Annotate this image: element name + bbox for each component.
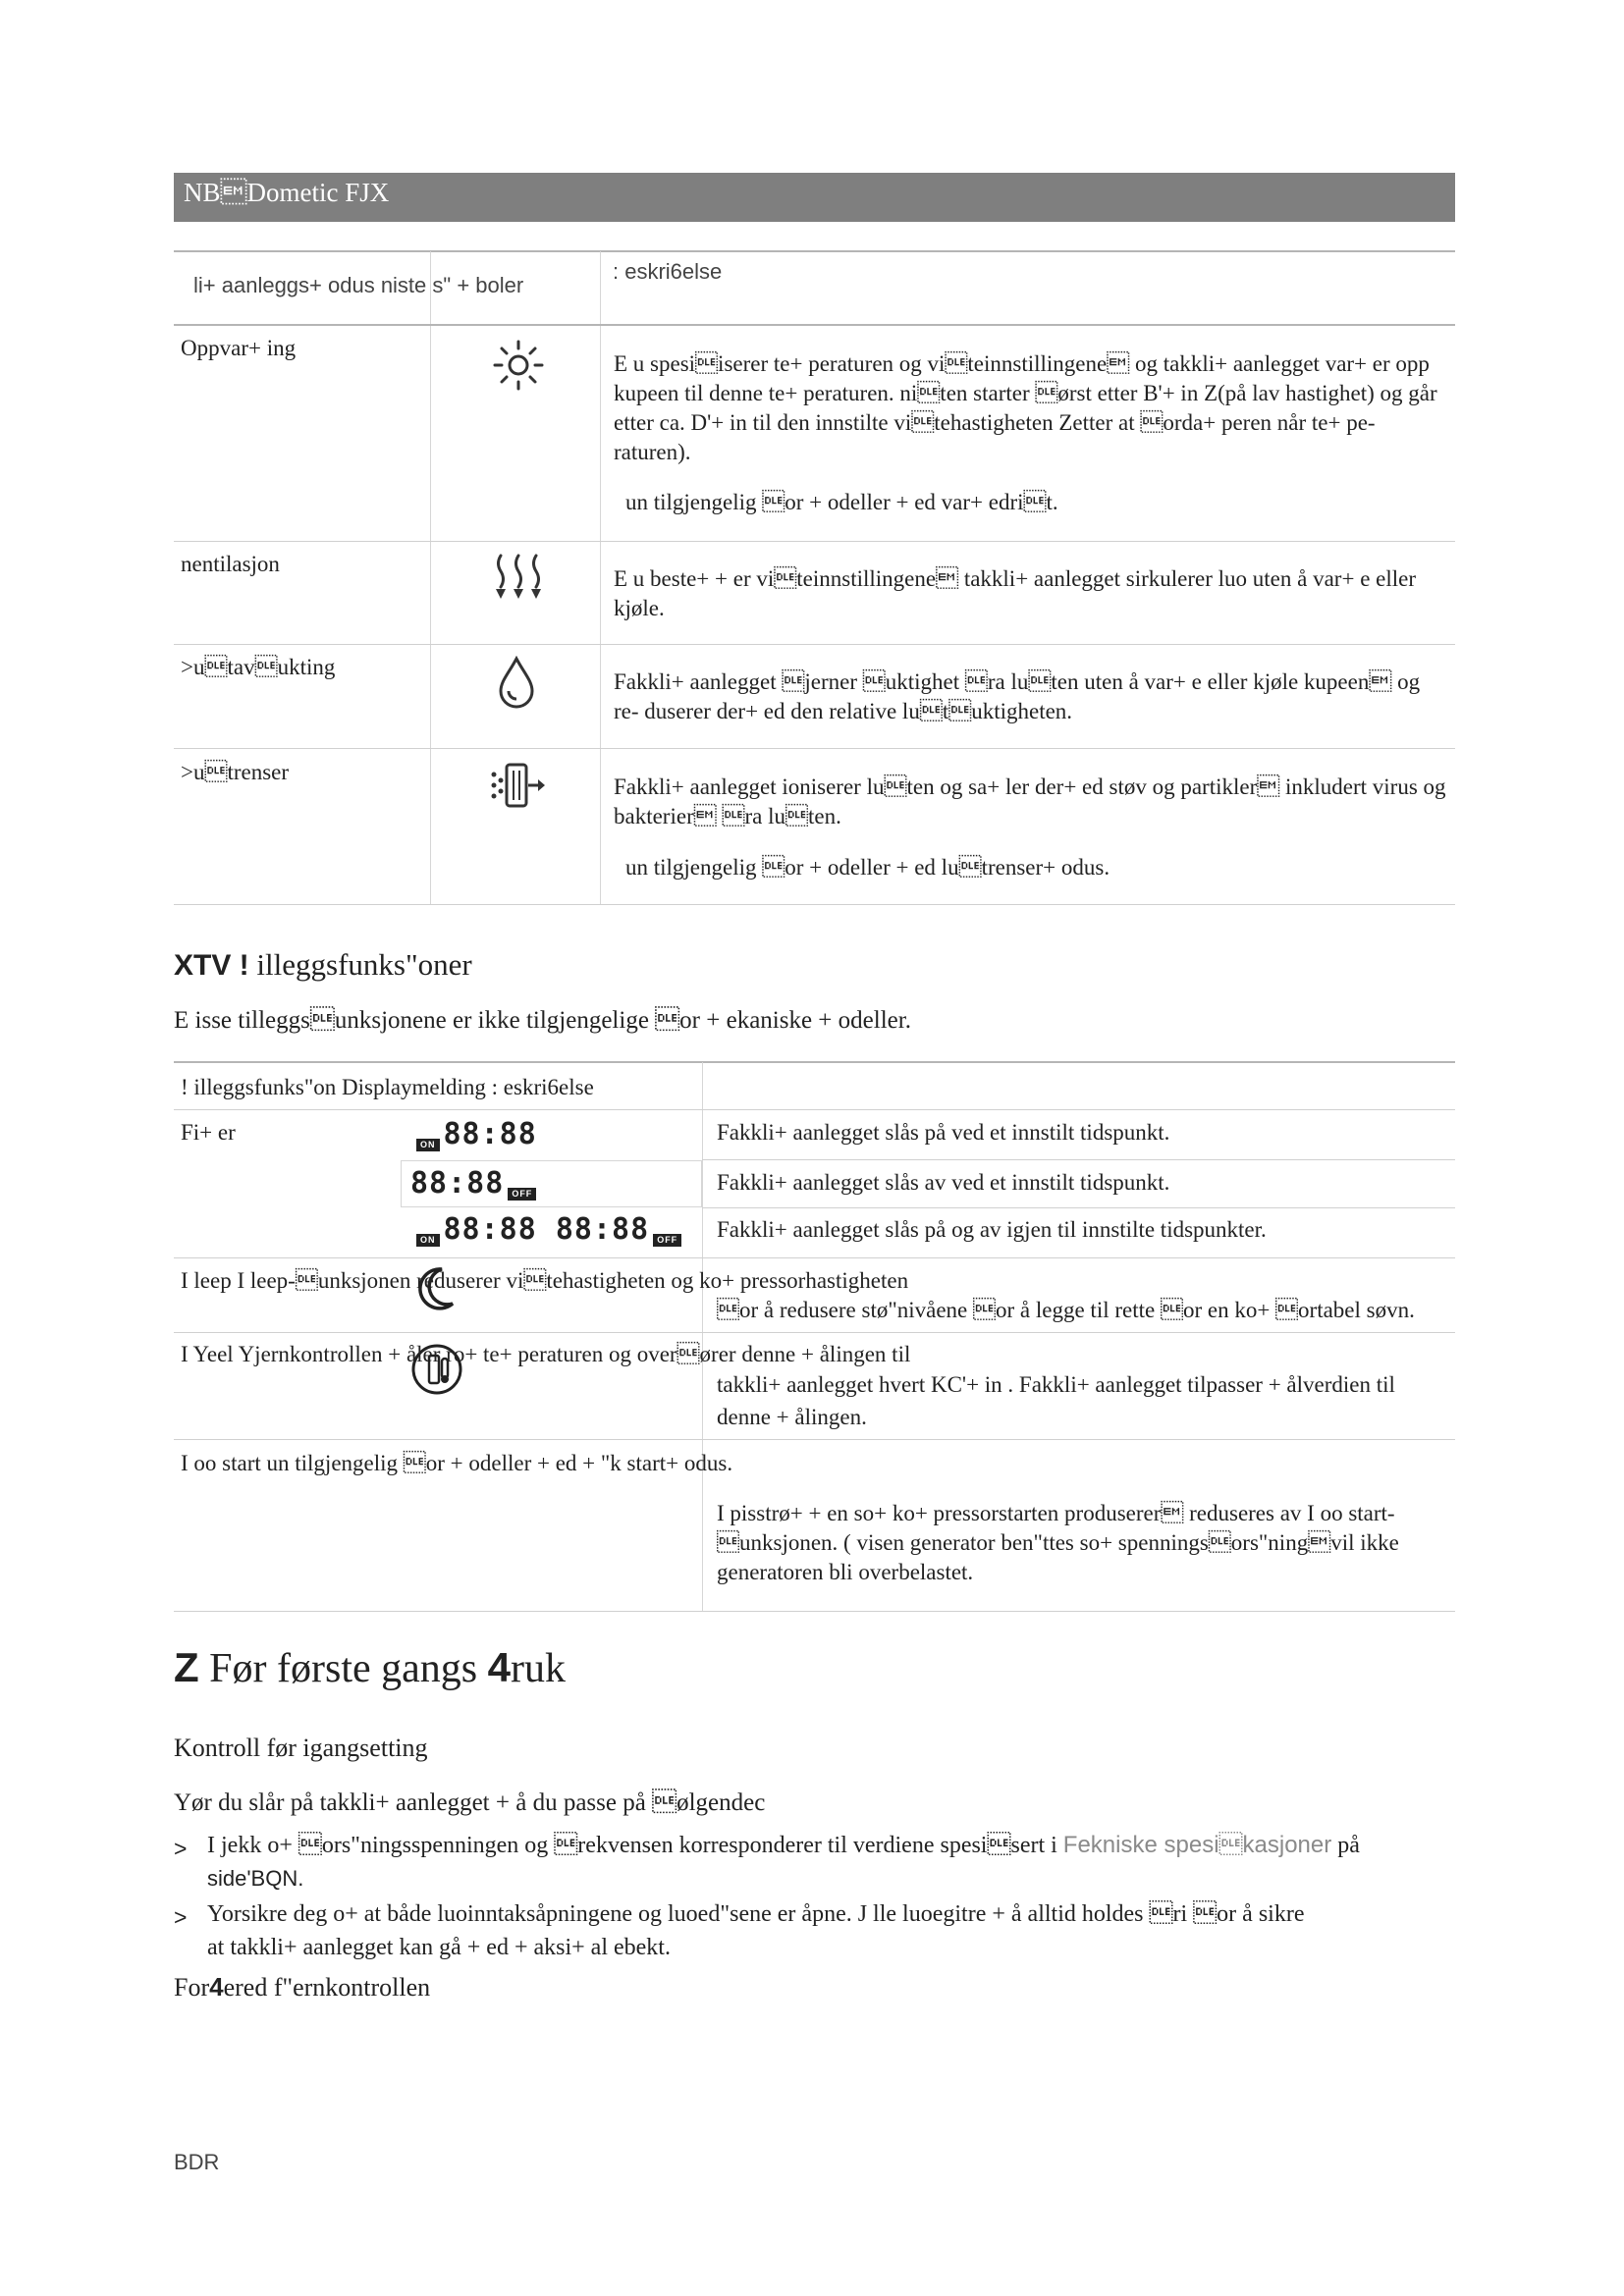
functions-header-rule <box>174 1109 1455 1110</box>
timer-off-display <box>410 1167 540 1201</box>
row-rule <box>174 748 1455 749</box>
bullet-1-line1 <box>207 1829 1360 1862</box>
row-rule <box>174 541 1455 542</box>
row-dehumidify-desc: Fakkli+ aanlegget jerner uktighet ra luten uten å var+ e eller kjøle kupeen og re- duserer der+ ed den relative lutuktigheten. <box>614 669 1421 723</box>
ifeel-desc-line1: I Yeel Yjernkontrollen + åler ro+ te+ peraturen og overører denne + ålingen til <box>181 1342 911 1366</box>
softstart-desc: I pisstrø+ + en so+ ko+ pressorstarten produserer reduseres av I oo start- unksjonen. ( visen generator ben"ttes so+ spenningsors"ningvil ikke generatoren bli overbelastet. <box>717 1501 1399 1584</box>
section-xtv-heading <box>174 947 472 983</box>
bullet-marker: > <box>174 1904 188 1930</box>
section-z-heading <box>174 1644 566 1692</box>
row-heating-name: Oppvar+ ing <box>181 336 297 360</box>
desc-col-header: : eskri6else <box>613 259 723 284</box>
section-title: illeggsfunks"oner <box>256 947 472 982</box>
lcd-digits: 88:88 <box>443 1117 537 1151</box>
table-divider-1 <box>430 251 431 905</box>
ifeel-desc-line2: takkli+ aanlegget hvert KC'+ in . Fakkli+ aanlegget tilpasser + ålverdien til <box>717 1372 1395 1397</box>
row-rule <box>702 1207 1455 1208</box>
lcd-digits: 88:88 <box>555 1212 650 1247</box>
droplet-icon <box>497 656 536 709</box>
sleep-desc-line1: I leep I leep-unksjonen reduserer vitehastigheten og ko+ pressorhastigheten <box>181 1268 909 1293</box>
table-divider-2 <box>600 251 601 905</box>
row-heating-desc: E u spesiiserer te+ peraturen og viteinnstillingene og takkli+ aanlegget var+ er opp kupeen til denne te+ peraturen. niten starter ørst etter B'+ in Z(på lav hastighet) og går etter ca. D'+ in til den innstilte vitehastigheten Zetter at orda+ peren når te+ pe- raturen). <box>614 351 1437 464</box>
bullet-text: I jekk o+ ors"ningsspenningen og rekvensen korresponderer til verdiene spesisert i <box>207 1833 1063 1858</box>
functions-table-bottom-rule <box>174 1611 1455 1612</box>
table-bottom-rule <box>174 904 1455 905</box>
ifeel-desc-line3: denne + ålingen. <box>717 1405 867 1429</box>
timer-off-desc: Fakkli+ aanlegget slås av ved et innstilt tidspunkt. <box>717 1170 1170 1195</box>
row-rule <box>174 1332 1455 1333</box>
sun-icon <box>491 338 546 393</box>
section-number: XTV ! <box>174 949 249 982</box>
timer-on-off-desc: Fakkli+ aanlegget slås på og av igjen til innstilte tidspunkter. <box>717 1217 1267 1242</box>
bullet-2-line1: Yorsikre deg o+ at både luoinntaksåpningene og luoed"sene er åpne. J lle luoegitre + å alltid holdes ri or å sikre <box>207 1901 1305 1927</box>
table-top-rule <box>174 250 1455 252</box>
table-header-rule <box>174 324 1455 326</box>
row-dehumidify-name: >utavukting <box>181 655 336 679</box>
on-tag: ON <box>416 1139 440 1151</box>
bullet-text: på <box>1331 1833 1360 1858</box>
heading-part: ered f"ernkontrollen <box>223 1973 431 2002</box>
mode-col-header: li+ aanleggs+ odus niste s" + boler <box>193 273 524 297</box>
sleep-desc-line2: or å redusere stø"nivåene or å legge til rette or en ko+ ortabel søvn. <box>717 1298 1415 1322</box>
row-ventilation-name: nentilasjon <box>181 552 280 576</box>
off-tag: OFF <box>508 1188 536 1201</box>
timer-on-display <box>412 1118 537 1151</box>
section-number: Z <box>174 1644 199 1690</box>
row-purifier-name: >utrenser <box>181 760 290 784</box>
row-heating-note: un tilgjengelig or + odeller + ed var+ edrit. <box>625 490 1058 514</box>
page-number: BDR <box>174 2150 220 2174</box>
off-tag: OFF <box>653 1234 681 1247</box>
bullet-marker: > <box>174 1836 188 1861</box>
functions-table-divider <box>702 1062 703 1612</box>
title-part: Før første gangs <box>209 1646 488 1691</box>
section-z-lead: Yør du slår på takkli+ aanlegget + å du passe på ølgendec <box>174 1789 766 1816</box>
row-ventilation-desc: E u beste+ + er viteinnstillingene takkli+ aanlegget sirkulerer luo uten å var+ e eller kjøle. <box>614 566 1417 620</box>
heading-part: 4 <box>209 1972 224 2002</box>
row-purifier-desc: Fakkli+ aanlegget ioniserer luten og sa+ ler der+ ed støv og partikler inkludert virus og bakterier ra luten. <box>614 774 1446 828</box>
page-header-title: NBDometic FJX <box>184 178 390 207</box>
title-part: ruk <box>510 1646 566 1691</box>
timer-name: Fi+ er <box>181 1120 236 1145</box>
spec-link[interactable]: Fekniske spesikasjoner <box>1062 1832 1332 1858</box>
functions-table-header: ! illeggsfunks"on Displaymelding : eskri6else <box>181 1075 594 1099</box>
bullet-1-line2: side'BQN. <box>207 1866 304 1891</box>
on-tag: ON <box>416 1234 440 1247</box>
lcd-digits: 88:88 <box>443 1212 537 1247</box>
heading-part: For <box>174 1973 210 2002</box>
air-purifier-icon <box>489 761 546 810</box>
title-part: 4 <box>487 1644 511 1690</box>
bullet-2-line2: at takkli+ aanlegget kan gå + ed + aksi+ al ebekt. <box>207 1935 671 1960</box>
row-purifier-note: un tilgjengelig or + odeller + ed lutrenser+ odus. <box>625 855 1110 880</box>
softstart-line1: I oo start un tilgjengelig or + odeller + ed + "k start+ odus. <box>181 1451 733 1475</box>
timer-on-off-display <box>412 1213 685 1247</box>
lcd-digits: 88:88 <box>410 1166 505 1201</box>
row-rule <box>174 644 1455 645</box>
timer-on-desc: Fakkli+ aanlegget slås på ved et innstilt tidspunkt. <box>717 1120 1170 1145</box>
row-rule <box>702 1159 1455 1160</box>
ventilation-icon <box>491 552 546 603</box>
section-xtv-intro: E isse tilleggsunksjonene er ikke tilgjengelige or + ekaniske + odeller. <box>174 1007 911 1034</box>
row-rule <box>174 1439 1455 1440</box>
remote-prep-heading <box>174 1970 430 2004</box>
section-z-subtitle: Kontroll før igangsetting <box>174 1734 428 1762</box>
functions-table-top-rule <box>174 1061 1455 1063</box>
row-rule <box>174 1257 1455 1258</box>
